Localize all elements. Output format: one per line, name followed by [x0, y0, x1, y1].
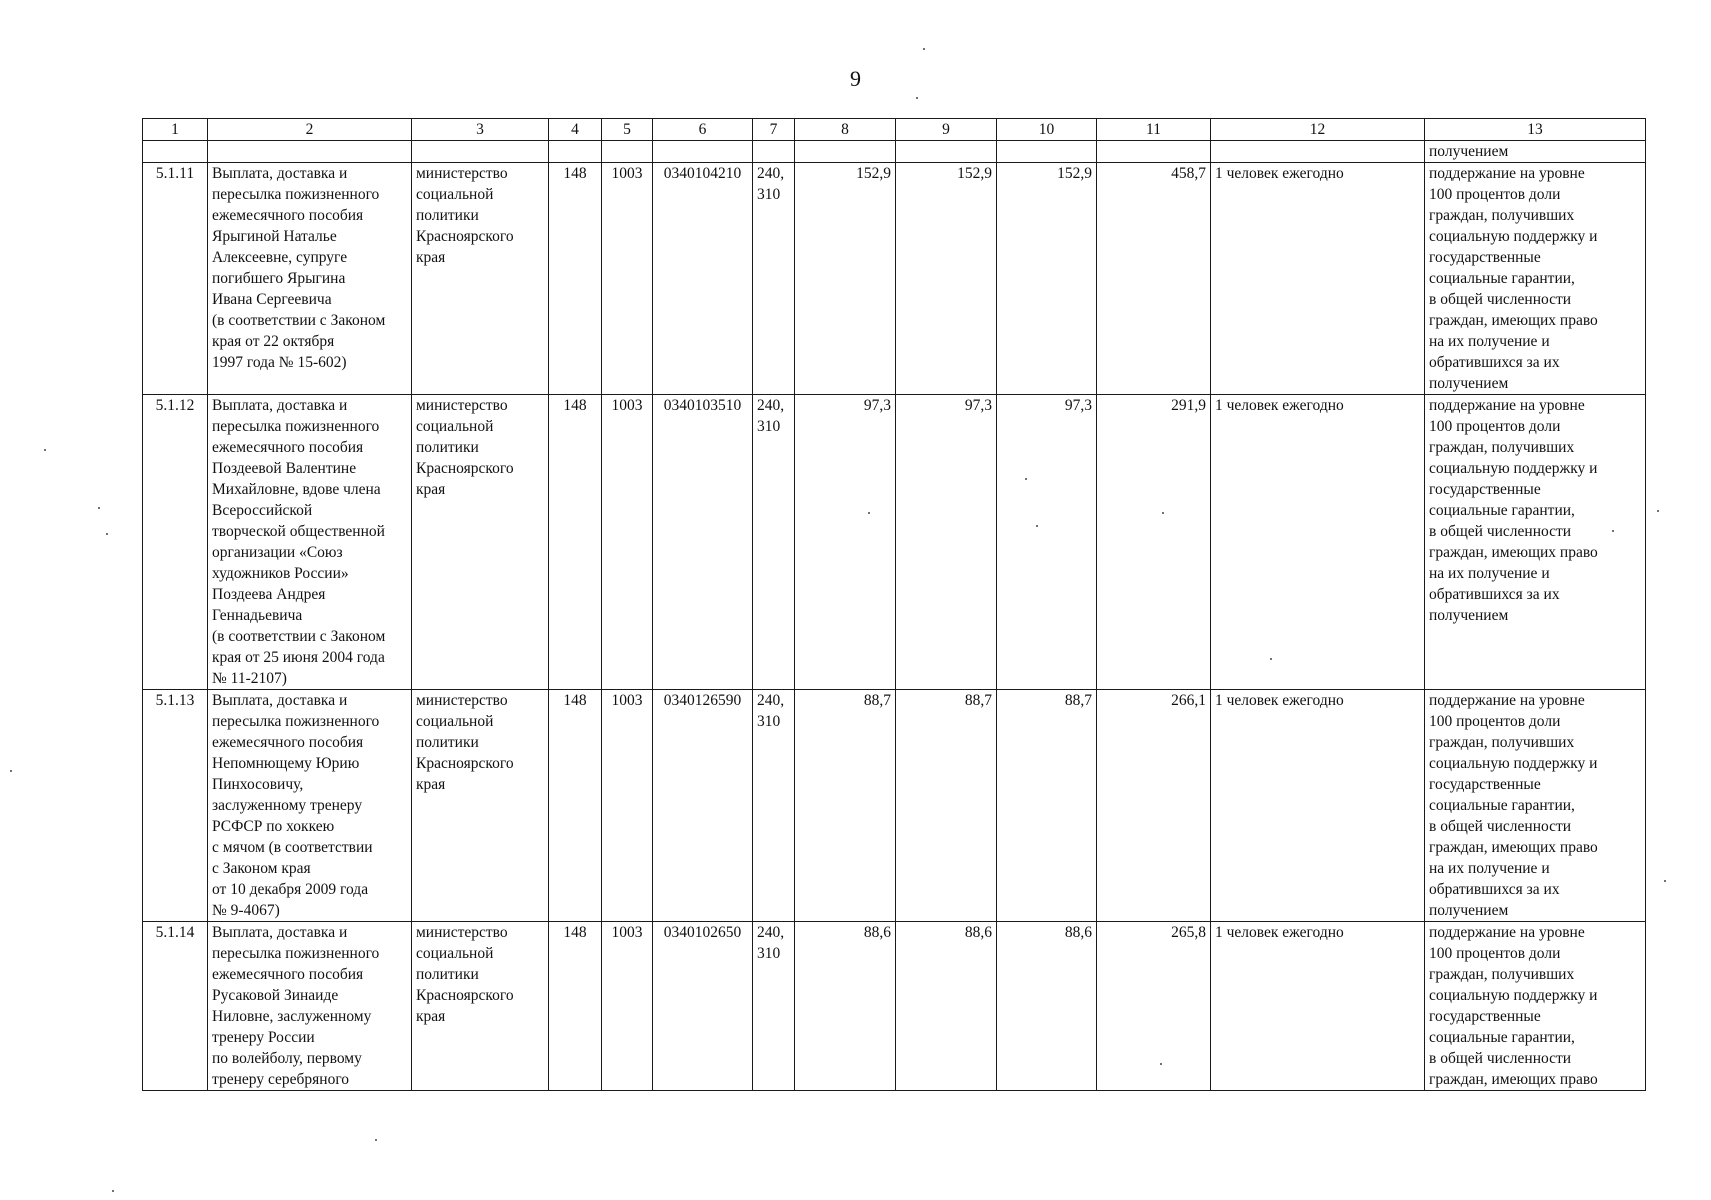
table-row: [143, 922, 1646, 1091]
column-number: 1: [143, 119, 208, 141]
grbs-code-cell: 148: [549, 690, 602, 922]
column-number: 3: [412, 119, 549, 141]
measures-table: [142, 118, 1646, 1091]
empty-cell: [753, 141, 795, 163]
table-body: [143, 119, 1646, 1091]
scan-speck: [1270, 658, 1272, 660]
column-number-row: [143, 119, 1646, 141]
year1-amount-cell: 152,9: [795, 163, 896, 395]
scan-speck: [868, 512, 870, 514]
column-number: 2: [208, 119, 412, 141]
year3-amount-cell: 88,7: [997, 690, 1097, 922]
empty-cell: [795, 141, 896, 163]
year2-amount-cell: 88,6: [896, 922, 997, 1091]
grbs-code-cell: 148: [549, 163, 602, 395]
scan-speck: [1612, 530, 1614, 532]
column-number: 13: [1425, 119, 1646, 141]
indicator-cell: поддержание на уровне 100 процентов доли граждан, получивших социальную поддержку и государственные социальные гарантии, в общей численности граждан, имеющих право на их получение и обратившихся за их получением: [1425, 395, 1646, 690]
scan-speck: [98, 507, 100, 509]
column-number: 12: [1211, 119, 1425, 141]
year3-amount-cell: 97,3: [997, 395, 1097, 690]
empty-cell: [1211, 141, 1425, 163]
scan-speck: [44, 449, 46, 451]
scan-speck: [375, 1139, 377, 1141]
year2-amount-cell: 88,7: [896, 690, 997, 922]
year3-amount-cell: 88,6: [997, 922, 1097, 1091]
scan-speck: [1025, 478, 1027, 480]
scan-speck: [1160, 1063, 1162, 1065]
expense-type-cell: 240, 310: [753, 690, 795, 922]
section-code-cell: 1003: [602, 922, 653, 1091]
column-number: 6: [653, 119, 753, 141]
scan-speck: [10, 770, 12, 772]
expected-result-cell: 1 человек ежегодно: [1211, 690, 1425, 922]
table-row: [143, 395, 1646, 690]
total-amount-cell: 291,9: [1097, 395, 1211, 690]
scan-speck: [916, 97, 918, 99]
total-amount-cell: 458,7: [1097, 163, 1211, 395]
measure-name-cell: Выплата, доставка и пересылка пожизненного ежемесячного пособия Непомнющему Юрию Пинхосовичу, заслуженному тренеру РСФСР по хоккею с мячом (в соответствии с Законом края от 10 декабря 2009 года № 9-4067): [208, 690, 412, 922]
continuation-cell: получением: [1425, 141, 1646, 163]
scan-speck: [1664, 880, 1666, 882]
section-code-cell: 1003: [602, 163, 653, 395]
empty-cell: [412, 141, 549, 163]
measure-name-cell: Выплата, доставка и пересылка пожизненного ежемесячного пособия Русаковой Зинаиде Ниловне, заслуженному тренеру России по волейболу, первому тренеру серебряного: [208, 922, 412, 1091]
row-number-cell: 5.1.12: [143, 395, 208, 690]
empty-cell: [997, 141, 1097, 163]
column-number: 4: [549, 119, 602, 141]
empty-cell: [896, 141, 997, 163]
year2-amount-cell: 97,3: [896, 395, 997, 690]
empty-cell: [208, 141, 412, 163]
indicator-cell: поддержание на уровне 100 процентов доли граждан, получивших социальную поддержку и государственные социальные гарантии, в общей численности граждан, имеющих право на их получение и обратившихся за их получением: [1425, 690, 1646, 922]
target-article-cell: 0340103510: [653, 395, 753, 690]
measure-name-cell: Выплата, доставка и пересылка пожизненного ежемесячного пособия Поздеевой Валентине Михайловне, вдове члена Всероссийской творческой общественной организации «Союз художников России» Поздеева Андрея Геннадьевича (в соответствии с Законом края от 25 июня 2004 года № 11-2107): [208, 395, 412, 690]
indicator-cell: поддержание на уровне 100 процентов доли граждан, получивших социальную поддержку и государственные социальные гарантии, в общей численности граждан, имеющих право: [1425, 922, 1646, 1091]
year2-amount-cell: 152,9: [896, 163, 997, 395]
expected-result-cell: 1 человек ежегодно: [1211, 163, 1425, 395]
scan-speck: [1657, 510, 1659, 512]
measure-name-cell: Выплата, доставка и пересылка пожизненного ежемесячного пособия Ярыгиной Наталье Алексеевне, супруге погибшего Ярыгина Ивана Сергеевича (в соответствии с Законом края от 22 октября 1997 года № 15-602): [208, 163, 412, 395]
expense-type-cell: 240, 310: [753, 163, 795, 395]
target-article-cell: 0340104210: [653, 163, 753, 395]
scan-speck: [112, 1190, 114, 1192]
empty-cell: [653, 141, 753, 163]
expense-type-cell: 240, 310: [753, 395, 795, 690]
indicator-cell: поддержание на уровне 100 процентов доли граждан, получивших социальную поддержку и государственные социальные гарантии, в общей численности граждан, имеющих право на их получение и обратившихся за их получением: [1425, 163, 1646, 395]
agency-cell: министерство социальной политики Красноярского края: [412, 395, 549, 690]
expected-result-cell: 1 человек ежегодно: [1211, 395, 1425, 690]
column-number: 10: [997, 119, 1097, 141]
column-number: 9: [896, 119, 997, 141]
year1-amount-cell: 97,3: [795, 395, 896, 690]
grbs-code-cell: 148: [549, 395, 602, 690]
table-row: [143, 690, 1646, 922]
empty-cell: [143, 141, 208, 163]
column-number: 5: [602, 119, 653, 141]
column-number: 8: [795, 119, 896, 141]
page-number: 9: [850, 66, 861, 91]
empty-cell: [549, 141, 602, 163]
grbs-code-cell: 148: [549, 922, 602, 1091]
scan-speck: [1036, 525, 1038, 527]
year1-amount-cell: 88,6: [795, 922, 896, 1091]
scan-speck: [1162, 512, 1164, 514]
continuation-row: [143, 141, 1646, 163]
total-amount-cell: 266,1: [1097, 690, 1211, 922]
total-amount-cell: 265,8: [1097, 922, 1211, 1091]
agency-cell: министерство социальной политики Красноярского края: [412, 922, 549, 1091]
year1-amount-cell: 88,7: [795, 690, 896, 922]
row-number-cell: 5.1.14: [143, 922, 208, 1091]
empty-cell: [602, 141, 653, 163]
year3-amount-cell: 152,9: [997, 163, 1097, 395]
column-number: 7: [753, 119, 795, 141]
table-row: [143, 163, 1646, 395]
scan-speck: [923, 48, 925, 50]
agency-cell: министерство социальной политики Красноярского края: [412, 163, 549, 395]
scan-speck: [106, 533, 108, 535]
expense-type-cell: 240, 310: [753, 922, 795, 1091]
section-code-cell: 1003: [602, 395, 653, 690]
section-code-cell: 1003: [602, 690, 653, 922]
row-number-cell: 5.1.11: [143, 163, 208, 395]
row-number-cell: 5.1.13: [143, 690, 208, 922]
column-number: 11: [1097, 119, 1211, 141]
agency-cell: министерство социальной политики Красноярского края: [412, 690, 549, 922]
expected-result-cell: 1 человек ежегодно: [1211, 922, 1425, 1091]
empty-cell: [1097, 141, 1211, 163]
target-article-cell: 0340102650: [653, 922, 753, 1091]
target-article-cell: 0340126590: [653, 690, 753, 922]
